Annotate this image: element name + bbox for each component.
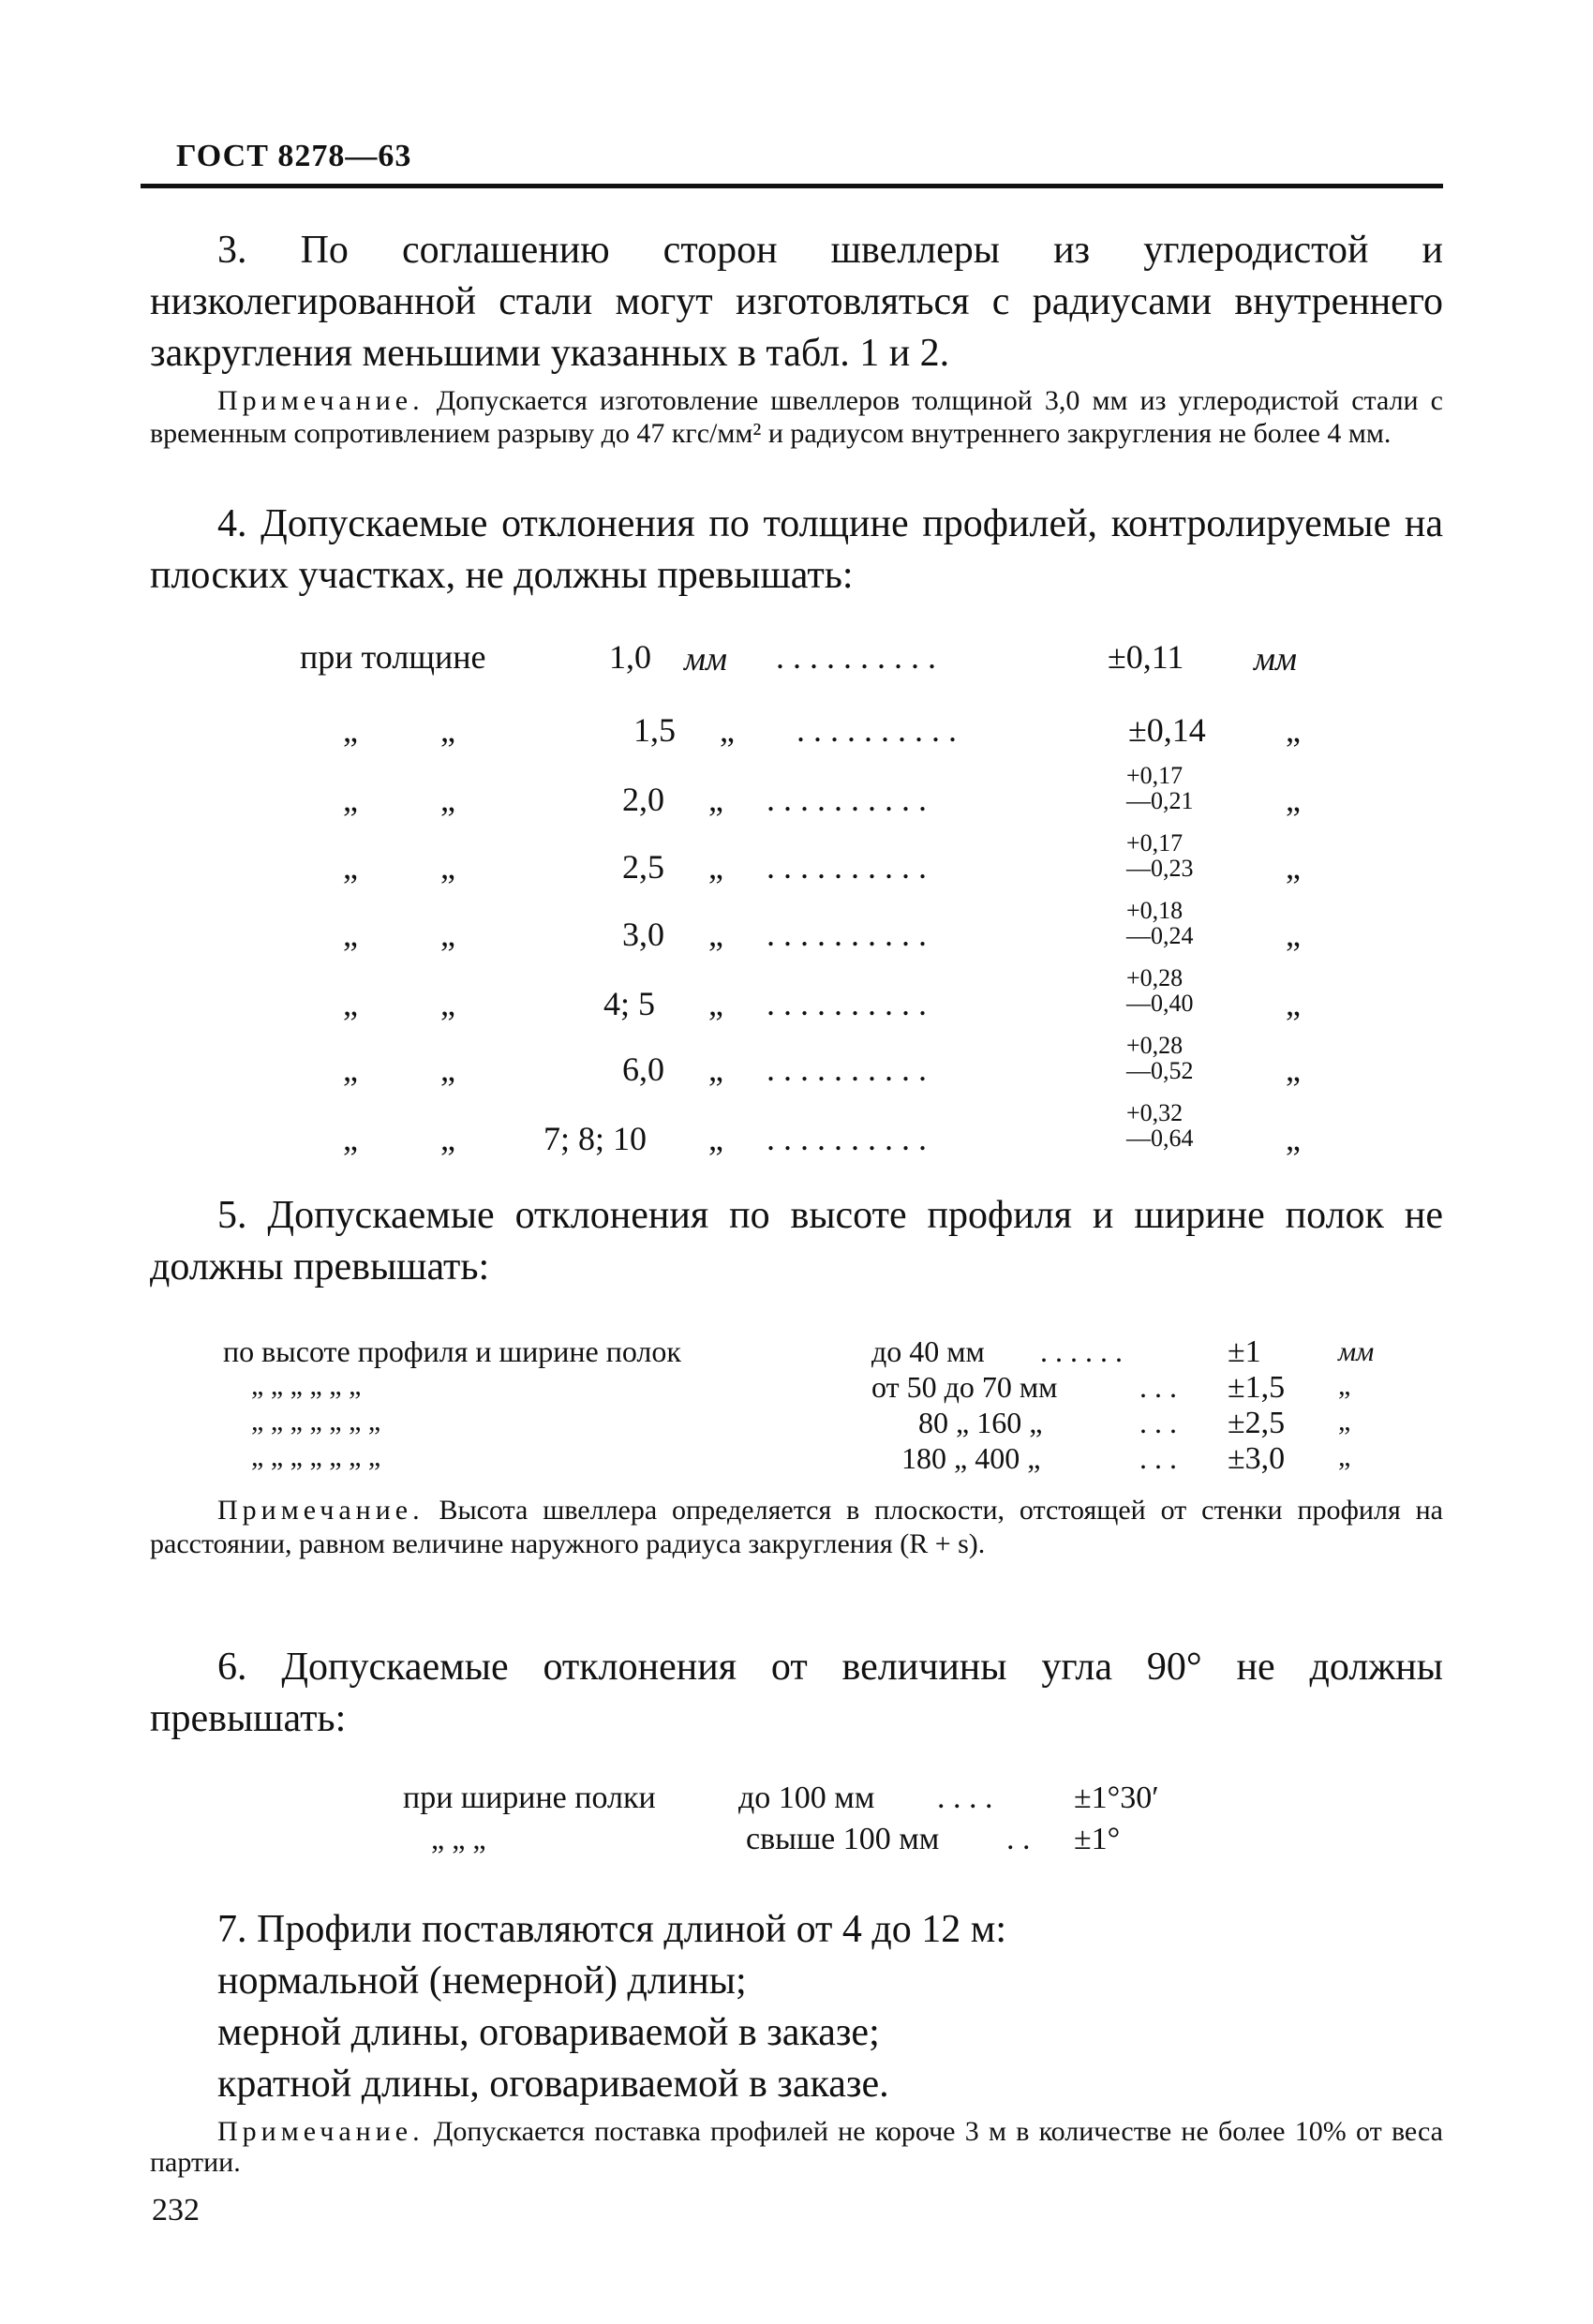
note-text: Допускается изготовление швеллеров толщиной 3,0 мм из углеродистой стали с временным сопротивлением разрыву до 47 кгс/мм² и радиусом внутреннего закругления не более 4 мм. [150,385,1443,449]
tolerance-value: ±1 [1228,1334,1261,1369]
note-text: Допускается поставка профилей не короче 3 м в количестве не более 10% от веса партии. [150,2116,1443,2178]
ditto-mark: „ [440,848,455,886]
tolerance-value: ±3,0 [1228,1441,1286,1476]
ditto-mark: „ [1286,781,1301,818]
tolerance-unit: мм [1254,640,1297,678]
leader-dots: . . . . . . . . . . [767,1120,927,1157]
ditto-mark: „ [440,916,455,953]
note-label: Примечание. [217,1495,424,1526]
tolerance-minus: —0,21 [1126,787,1194,814]
ditto-mark: „ [440,711,455,749]
thickness-value: 1,0 [609,638,651,676]
range-value: 180 „ 400 „ [901,1441,1041,1475]
tolerance-value: ±0,14 [1128,711,1206,749]
ditto-mark: „ [708,1120,723,1157]
leader-dots: . . [1006,1822,1031,1856]
ditto-mark: „ [1286,711,1301,749]
leader-dots: . . . . [937,1780,993,1815]
ditto-mark: „ [708,916,723,953]
leader-dots: . . . . . . . . . . [767,916,927,953]
ditto-mark: „ [440,1050,455,1088]
page-number: 232 [152,2193,200,2227]
tolerance-plus: +0,28 [1126,964,1184,991]
section-5-text: 5. Допускаемые отклонения по высоте профиля и ширине полок не должны превышать: [150,1194,1443,1289]
tolerance-fraction [1126,1033,1194,1083]
tolerance-minus: —0,64 [1126,1125,1194,1152]
ditto-mark: „ [708,781,723,818]
tolerance-value: ±2,5 [1228,1406,1286,1440]
ditto-mark: „ [1338,1406,1351,1437]
ditto-mark: „ [1286,916,1301,953]
ditto-mark: „ [343,1120,358,1157]
thickness-value: 3,0 [622,916,664,953]
thickness-value: 1,5 [633,711,676,749]
tolerance-minus: —0,40 [1126,990,1194,1017]
section-5-note [150,1494,1443,1561]
range-value: до 100 мм [738,1780,875,1815]
leader-dots: . . . . . . . . . . [796,711,957,749]
leader-dots: . . . . . . [1040,1334,1123,1368]
ditto-mark: „ [1338,1370,1351,1401]
ditto-mark: „ [440,1120,455,1157]
ditto-mark: „ [1338,1441,1351,1472]
ditto-mark: „ [343,916,358,953]
ditto-mark: „ [343,1050,358,1088]
thickness-value: 4; 5 [603,985,656,1022]
ditto-mark: „ [708,985,723,1022]
note-label: Примечание. [217,385,424,416]
document-header: ГОСТ 8278—63 [176,139,412,173]
tolerance-plus: +0,18 [1126,897,1184,924]
thickness-unit: мм [684,640,727,678]
range-value: до 40 мм [871,1334,985,1368]
tolerance-unit: мм [1338,1336,1375,1367]
ditto-mark: „ [343,711,358,749]
tolerance-value: ±1,5 [1228,1370,1286,1405]
tolerance-minus: —0,24 [1126,922,1194,949]
ditto-mark: „ [343,985,358,1022]
section-3-text: 3. По соглашению сторон швеллеры из углеродистой и низколегированной стали могут изготовляться с радиусами внутреннего закругления меньшими указанных в табл. 1 и 2. [150,229,1443,375]
ditto-marks: „ „ „ „ „ „ „ [251,1441,381,1472]
ditto-mark: „ [1286,1050,1301,1088]
tolerance-plus: +0,28 [1126,1032,1184,1059]
leader-dots: . . . . . . . . . . [767,848,927,886]
ditto-mark: „ [708,848,723,886]
leader-dots: . . . . . . . . . . [767,781,927,818]
leader-dots: . . . [1139,1441,1177,1475]
ditto-mark: „ [440,985,455,1022]
ditto-marks: „ „ „ „ „ „ „ [251,1406,381,1437]
note-label: Примечание. [217,2116,424,2147]
tolerance-fraction [1126,965,1194,1016]
row-label: при ширине полки [403,1780,656,1815]
tolerance-minus: —0,52 [1126,1057,1194,1084]
thickness-value: 2,5 [622,848,664,886]
ditto-mark: „ [1286,1120,1301,1157]
ditto-mark: „ [343,848,358,886]
range-value: свыше 100 мм [746,1822,940,1856]
ditto-mark: „ [708,1050,723,1088]
section-7-text: 7. Профили поставляются длиной от 4 до 12 м: [217,1908,1007,1951]
thickness-value: 6,0 [622,1050,664,1088]
tolerance-minus: —0,23 [1126,855,1194,882]
ditto-mark: „ [440,781,455,818]
leader-dots: . . . [1139,1406,1177,1439]
ditto-mark: „ [343,781,358,818]
tolerance-plus: +0,32 [1126,1099,1184,1126]
section-4-text: 4. Допускаемые отклонения по толщине профилей, контролируемые на плоских участках, не должны превышать: [150,502,1443,597]
thickness-value: 2,0 [622,781,664,818]
ditto-mark: „ [1286,985,1301,1022]
tolerance-fraction [1126,1100,1194,1151]
row-label: при толщине [300,638,486,676]
section-7-note [150,2116,1443,2178]
ditto-mark: „ [1286,848,1301,886]
note-text: Высота швеллера определяется в плоскости, отстоящей от стенки профиля на расстоянии, равном величине наружного радиуса закругления (R + s). [150,1495,1443,1559]
tolerance-fraction [1126,830,1194,881]
tolerance-fraction [1126,763,1194,813]
length-option: кратной длины, оговариваемой в заказе. [217,2063,889,2106]
tolerance-plus: +0,17 [1126,762,1184,789]
ditto-mark: „ [720,711,735,749]
thickness-value: 7; 8; 10 [543,1120,648,1157]
section-6-text: 6. Допускаемые отклонения от величины угла 90° не должны превышать: [150,1646,1443,1740]
row-label: по высоте профиля и ширине полок [223,1334,681,1368]
length-option: мерной длины, оговариваемой в заказе; [217,2011,880,2054]
tolerance-value: ±1° [1074,1822,1121,1856]
tolerance-plus: +0,17 [1126,829,1184,857]
length-option: нормальной (немерной) длины; [217,1959,747,2003]
range-value: 80 „ 160 „ [918,1406,1043,1439]
ditto-marks: „ „ „ [431,1822,486,1855]
leader-dots: . . . . . . . . . . [776,638,936,676]
header-rule [141,184,1443,188]
range-value: от 50 до 70 мм [871,1370,1058,1404]
leader-dots: . . . . . . . . . . [767,985,927,1022]
leader-dots: . . . [1139,1370,1177,1404]
section-3-note [150,384,1443,450]
ditto-marks: „ „ „ „ „ „ [251,1370,362,1401]
tolerance-value: ±1°30′ [1074,1780,1159,1815]
leader-dots: . . . . . . . . . . [767,1050,927,1088]
tolerance-fraction [1126,898,1194,948]
tolerance-value: ±0,11 [1108,638,1184,676]
